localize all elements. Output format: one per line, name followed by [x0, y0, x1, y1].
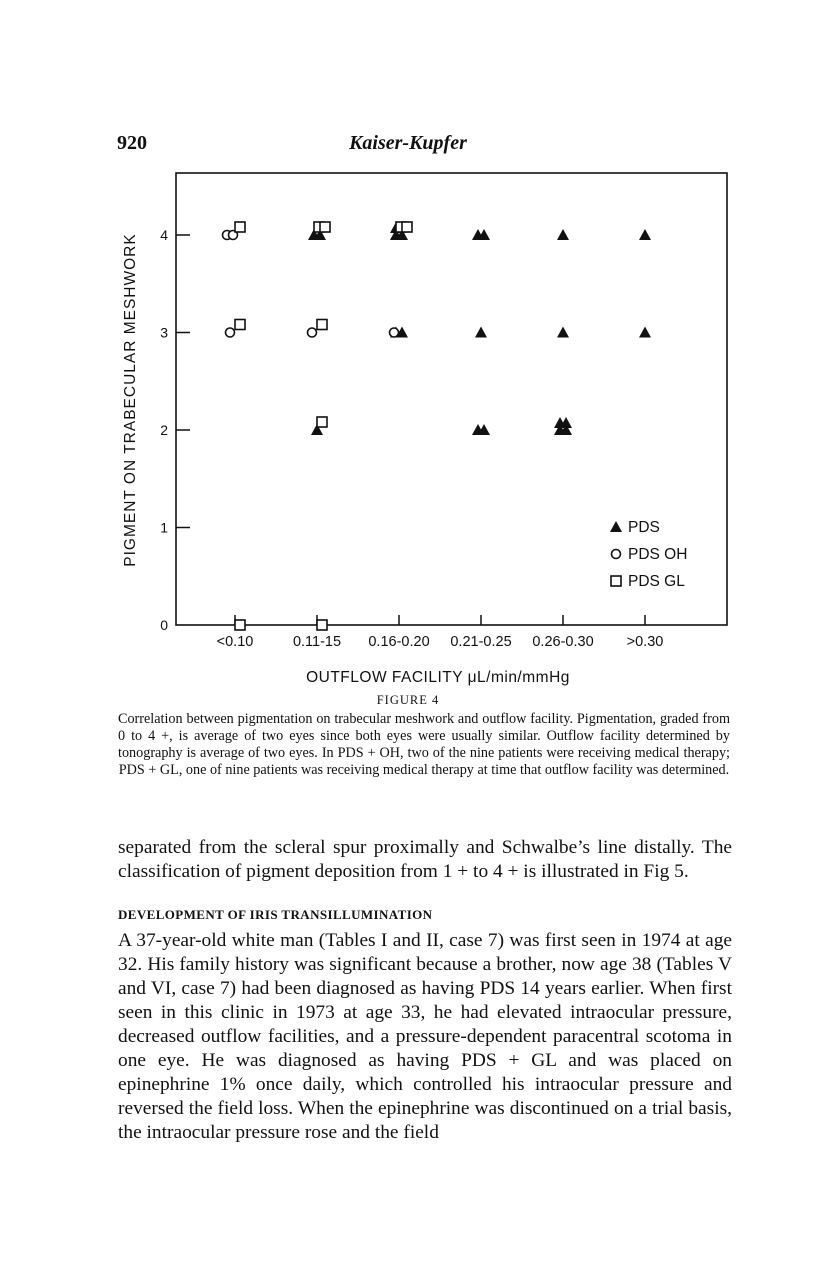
body-paragraph-1: separated from the scleral spur proximally and Schwalbe’s line distally. The classification of pigment deposition from 1 + to 4 + is illustrated in Fig 5.: [118, 837, 732, 882]
body-paragraph-2: A 37-year-old white man (Tables I and II, case 7) was first seen in 1974 at age 32. His family history was significant because a brother, now age 38 (Tables V and VI, case 7) had been diagnosed as having PDS 14 years earlier. When first seen in this clinic in 1973 at age 33, he had elevated intraocular pressure, decreased outflow facilities, and a pressure-dependent paracentral scotoma in one eye. He was diagnosed as having PDS + GL and was placed on epinephrine 1% once daily, which controlled his intraocular pressure and reversed the field loss. When the epinephrine was discontinued on a trial basis, the intraocular pressure rose and the field: [118, 930, 732, 1143]
chart-legend: [628, 519, 687, 590]
pds-gl-point: [317, 417, 327, 427]
page-number: 920: [117, 132, 147, 154]
section-heading: DEVELOPMENT OF IRIS TRANSILLUMINATION: [118, 907, 433, 922]
pds-point: [557, 327, 569, 338]
pds-gl-point: [235, 320, 245, 330]
running-head: Kaiser-Kupfer: [349, 132, 467, 154]
pds-point: [639, 327, 651, 338]
pds-point: [639, 229, 651, 240]
y-tick-label: 4: [160, 227, 168, 243]
x-tick-label: 0.26-0.30: [532, 634, 594, 650]
y-tick-label: 3: [160, 324, 168, 341]
pds-oh-point: [226, 328, 235, 337]
x-tick-label: >0.30: [626, 634, 664, 650]
pds-point: [475, 327, 487, 338]
pds-gl-point: [320, 222, 330, 232]
pds-gl-point: [235, 620, 245, 630]
legend-label: PDS: [628, 519, 660, 536]
legend-marker: [612, 550, 621, 559]
figure-label: FIGURE 4: [376, 693, 440, 707]
pds-gl-point: [235, 222, 245, 232]
y-tick-label: 1: [160, 519, 168, 536]
legend-marker: [611, 576, 621, 586]
pds-oh-point: [308, 328, 317, 337]
figure-caption: Correlation between pigmentation on trabecular meshwork and outflow facility. Pigmentation, graded from 0 to 4 +, is average of two eyes since both eyes were usually similar. Outflow facility determined by tonography is average of two eyes. In PDS + OH, two of the nine patients were receiving medical therapy; PDS + GL, one of nine patients was receiving medical therapy at time that outflow facility was determined.: [118, 711, 730, 778]
y-axis-label: PIGMENT ON TRABECULAR MESHWORK: [122, 233, 139, 567]
y-tick-label: 0: [160, 617, 168, 633]
pds-gl-point: [317, 320, 327, 330]
legend-marker: [610, 521, 622, 532]
x-tick-label: 0.11-15: [292, 634, 342, 650]
pds-point: [557, 229, 569, 240]
x-tick-label: 0.21-0.25: [450, 634, 512, 650]
x-tick-label: 0.16-0.20: [368, 634, 430, 650]
legend-label: PDS OH: [628, 546, 688, 563]
legend-label: PDS GL: [628, 573, 685, 590]
x-tick-label: <0.10: [216, 634, 254, 650]
pds-gl-point: [402, 222, 412, 232]
y-tick-label: 2: [160, 422, 168, 438]
pds-gl-point: [317, 620, 327, 630]
x-axis-label: OUTFLOW FACILITY μL/min/mmHg: [306, 669, 570, 686]
pds-oh-point: [390, 328, 399, 337]
